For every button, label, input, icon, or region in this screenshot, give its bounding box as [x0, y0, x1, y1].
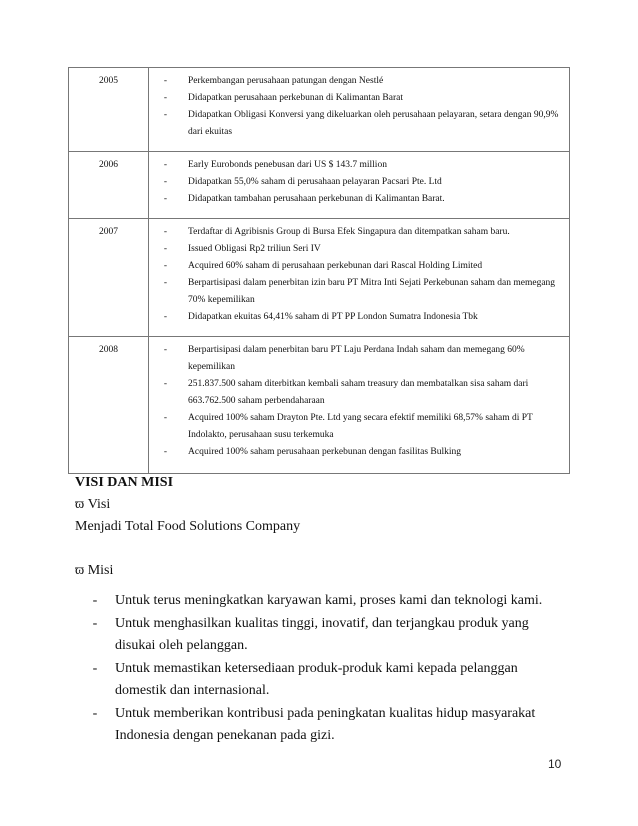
list-dash: - [163, 93, 168, 103]
misi-item-text: Untuk menghasilkan kualitas tinggi, inovatif, dan terjangkau produk yang disukai oleh pelanggan. [115, 616, 529, 653]
list-dash: - [163, 194, 168, 204]
table-row [69, 68, 570, 152]
list-dash: - [163, 345, 168, 355]
list-item: Terdaftar di Agribisnis Group di Bursa Efek Singapura dan ditempatkan saham baru. [188, 227, 510, 237]
visi-label: Visi [87, 497, 111, 512]
year-cell: 2006 [69, 152, 149, 219]
dash-column [149, 219, 183, 337]
event-list [182, 337, 570, 474]
dash-column [149, 337, 183, 474]
list-dash: - [163, 379, 168, 389]
misi-label-line [75, 560, 565, 582]
misi-label: Misi [87, 563, 114, 578]
table-row [69, 337, 570, 474]
list-item: Acquired 100% saham perusahaan perkebunan dengan fasilitas Bulking [188, 447, 462, 457]
list-dash: - [163, 413, 168, 423]
list-dash: - [163, 160, 168, 170]
list-dash: - [163, 447, 168, 457]
list-item: Issued Obligasi Rp2 triliun Seri IV [188, 244, 321, 254]
history-table [68, 67, 570, 474]
list-item [75, 703, 565, 747]
bullet-symbol-icon: ϖ [75, 497, 85, 512]
misi-item-text: Untuk memastikan ketersediaan produk-produk kami kepada pelanggan domestik dan internasional. [115, 661, 518, 698]
misi-item-text: Untuk memberikan kontribusi pada peningkatan kualitas hidup masyarakat Indonesia dengan penekanan pada gizi. [115, 706, 536, 743]
list-dash: - [163, 110, 168, 120]
table-row [69, 152, 570, 219]
list-item [75, 590, 565, 612]
list-dash: - [163, 227, 168, 237]
misi-list [75, 590, 565, 747]
list-item: Didapatkan ekuitas 64,41% saham di PT PP London Sumatra Indonesia Tbk [188, 312, 478, 322]
visi-text: Menjadi Total Food Solutions Company [75, 519, 301, 534]
dash-column [149, 152, 183, 219]
list-item [75, 613, 565, 657]
visi-label-line [75, 494, 565, 516]
list-dash: - [163, 312, 168, 322]
bullet-symbol-icon: ϖ [75, 563, 85, 578]
event-list [182, 68, 570, 152]
event-list [182, 152, 570, 219]
page-number: 10 [548, 757, 562, 771]
list-dash: - [163, 244, 168, 254]
list-item: Berpartisipasi dalam penerbitan baru PT Laju Perdana Indah saham dan memegang 60% kepemilikan [188, 345, 525, 372]
year-cell: 2007 [69, 219, 149, 337]
list-item: 251.837.500 saham diterbitkan kembali saham treasury dan membatalkan sisa saham dari 663.762.500 saham perbendaharaan [188, 379, 529, 406]
list-item [75, 658, 565, 702]
list-item: Didapatkan 55,0% saham di perusahaan pelayaran Pacsari Pte. Ltd [188, 177, 442, 187]
list-dash: - [163, 261, 168, 271]
list-dash: - [163, 278, 168, 288]
year-cell: 2008 [69, 337, 149, 474]
misi-item-text: Untuk terus meningkatkan karyawan kami, proses kami dan teknologi kami. [115, 593, 543, 608]
dash-column [149, 68, 183, 152]
list-item: Didapatkan Obligasi Konversi yang dikeluarkan oleh perusahaan pelayaran, setara dengan 90,9% dari ekuitas [188, 110, 559, 137]
year-cell: 2005 [69, 68, 149, 152]
list-item: Acquired 100% saham Drayton Pte. Ltd yang secara efektif memiliki 68,57% saham di PT Indolakto, perusahaan susu terkemuka [188, 413, 533, 440]
event-list [182, 219, 570, 337]
list-dash: - [92, 593, 98, 608]
list-dash: - [163, 76, 168, 86]
list-item: Acquired 60% saham di perusahaan perkebunan dari Rascal Holding Limited [188, 261, 483, 271]
list-dash: - [92, 706, 98, 721]
list-item: Didapatkan perusahaan perkebunan di Kalimantan Barat [188, 93, 403, 103]
section-heading: VISI DAN MISI [75, 475, 174, 490]
list-item: Early Eurobonds penebusan dari US $ 143.7 million [188, 160, 387, 170]
list-dash: - [163, 177, 168, 187]
list-dash: - [92, 616, 98, 631]
visi-misi-section [75, 472, 565, 748]
list-item: Berpartisipasi dalam penerbitan izin baru PT Mitra Inti Sejati Perkebunan saham dan memegang 70% kepemilikan [188, 278, 556, 305]
list-item: Didapatkan tambahan perusahaan perkebunan di Kalimantan Barat. [188, 194, 445, 204]
list-item: Perkembangan perusahaan patungan dengan Nestlé [188, 76, 384, 86]
table-row [69, 219, 570, 337]
list-dash: - [92, 661, 98, 676]
